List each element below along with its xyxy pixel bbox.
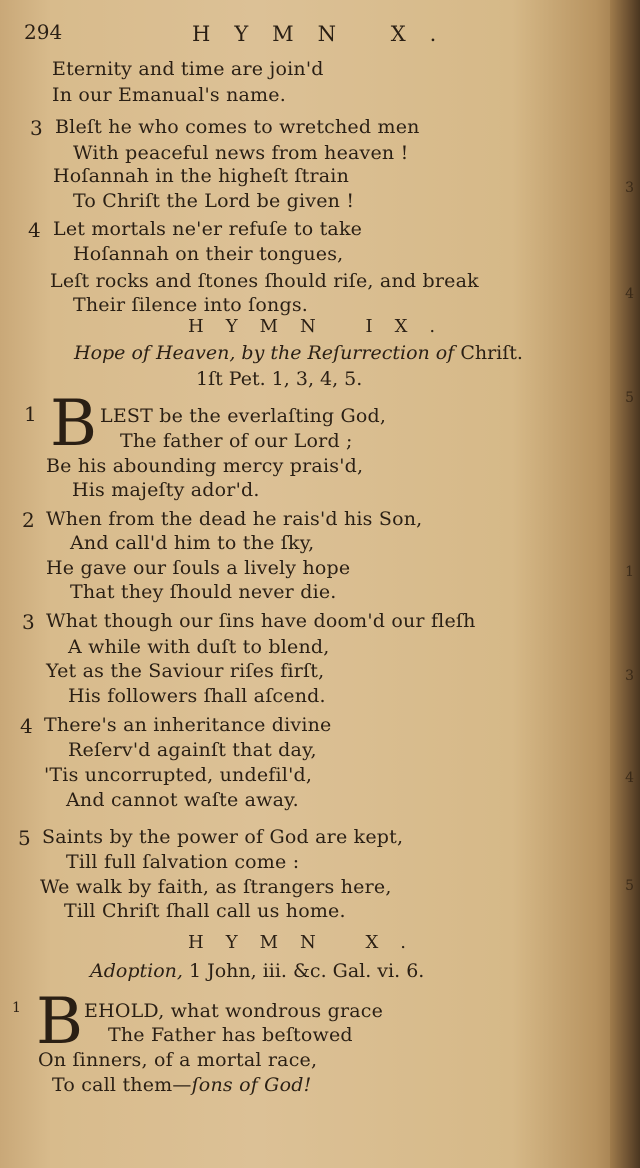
hymn-subtitle-italic: Hope of Heaven, by the Reſurrection of <box>74 342 455 364</box>
verse-line: Their ſilence into ſongs. <box>73 294 309 316</box>
scripture-reference: 1ſt Pet. 1, 3, 4, 5. <box>196 368 363 390</box>
verse-line: There's an inheritance divine <box>44 714 332 736</box>
hymn-title: HYMN X. <box>188 932 429 953</box>
verse-line: Bleſt he who comes to wretched men <box>55 116 420 138</box>
stanza-number: 1 <box>24 402 37 426</box>
verse-line: Till full ſalvation come : <box>66 851 300 873</box>
verse-line: Hoſannah on their tongues, <box>73 243 344 265</box>
hymn-subtitle-roman: Chriſt. <box>460 342 523 364</box>
stanza-number: 5 <box>18 826 31 850</box>
page-number: 294 <box>24 20 63 44</box>
verse-line: Let mortals ne'er refuſe to take <box>53 218 363 240</box>
verse-line: Be his abounding mercy prais'd, <box>46 455 364 477</box>
verse-line: On ſinners, of a mortal race, <box>38 1049 318 1071</box>
verse-line: He gave our ſouls a lively hope <box>46 557 351 579</box>
edge-number: 3 <box>625 668 634 684</box>
verse-line: His followers ſhall aſcend. <box>68 685 326 707</box>
verse-line: Reſerv'd againſt that day, <box>68 739 317 761</box>
verse-line: EHOLD, what wondrous grace <box>84 1000 384 1022</box>
scripture-reference: 1 John, iii. &c. Gal. vi. 6. <box>188 960 425 982</box>
running-title: HYMN X. <box>192 22 461 46</box>
verse-line: Eternity and time are join'd <box>52 58 324 80</box>
verse-line: 'Tis uncorrupted, undefil'd, <box>44 764 313 786</box>
edge-number: 4 <box>625 286 634 302</box>
verse-text: To call them— <box>52 1074 192 1096</box>
verse-line: LEST be the everlaſting God, <box>100 405 387 427</box>
facing-page-edge <box>610 0 640 1168</box>
verse-line: When from the dead he rais'd his Son, <box>46 508 423 530</box>
hymn-subtitle-italic: Adoption, <box>90 960 183 982</box>
stanza-number: 3 <box>22 610 35 634</box>
verse-line: With peaceful news from heaven ! <box>73 142 409 164</box>
edge-number: 1 <box>625 564 634 580</box>
verse-line: Saints by the power of God are kept, <box>42 826 404 848</box>
verse-line: A while with duſt to blend, <box>68 636 330 658</box>
verse-line: And call'd him to the ſky, <box>70 532 315 554</box>
verse-line: Hoſannah in the higheſt ſtrain <box>53 165 350 187</box>
verse-italic: ſons of God! <box>191 1074 312 1096</box>
stanza-number: 1 <box>12 1000 21 1016</box>
verse-line: Yet as the Saviour riſes firſt, <box>46 660 325 682</box>
drop-capital: B <box>36 985 84 1059</box>
verse-line: The Father has beſtowed <box>108 1024 353 1046</box>
drop-capital: B <box>50 387 98 461</box>
edge-number: 3 <box>625 180 634 196</box>
edge-number: 5 <box>625 878 634 894</box>
verse-line: In our Emanual's name. <box>52 84 286 106</box>
verse-line: That they ſhould never die. <box>70 581 337 603</box>
verse-line: To Chriſt the Lord be given ! <box>73 190 355 212</box>
edge-number: 5 <box>625 390 634 406</box>
hymn-subtitle <box>90 960 424 982</box>
edge-number: 4 <box>625 770 634 786</box>
stanza-number: 4 <box>28 218 41 242</box>
verse-line: The father of our Lord ; <box>120 430 353 452</box>
verse-line: What though our ſins have doom'd our fleſh <box>46 610 476 632</box>
stanza-number: 4 <box>20 714 33 738</box>
stanza-number: 2 <box>22 508 35 532</box>
hymn-title: HYMN IX. <box>188 316 458 337</box>
verse-line: Till Chriſt ſhall call us home. <box>64 900 346 922</box>
verse-line: His majeſty ador'd. <box>72 479 260 501</box>
stanza-number: 3 <box>30 116 43 140</box>
verse-line: We walk by faith, as ſtrangers here, <box>40 876 392 898</box>
verse-line <box>52 1074 311 1096</box>
hymn-subtitle <box>74 342 523 364</box>
verse-line: And cannot waſte away. <box>66 789 299 811</box>
verse-line: Leſt rocks and ſtones ſhould riſe, and break <box>50 270 479 292</box>
